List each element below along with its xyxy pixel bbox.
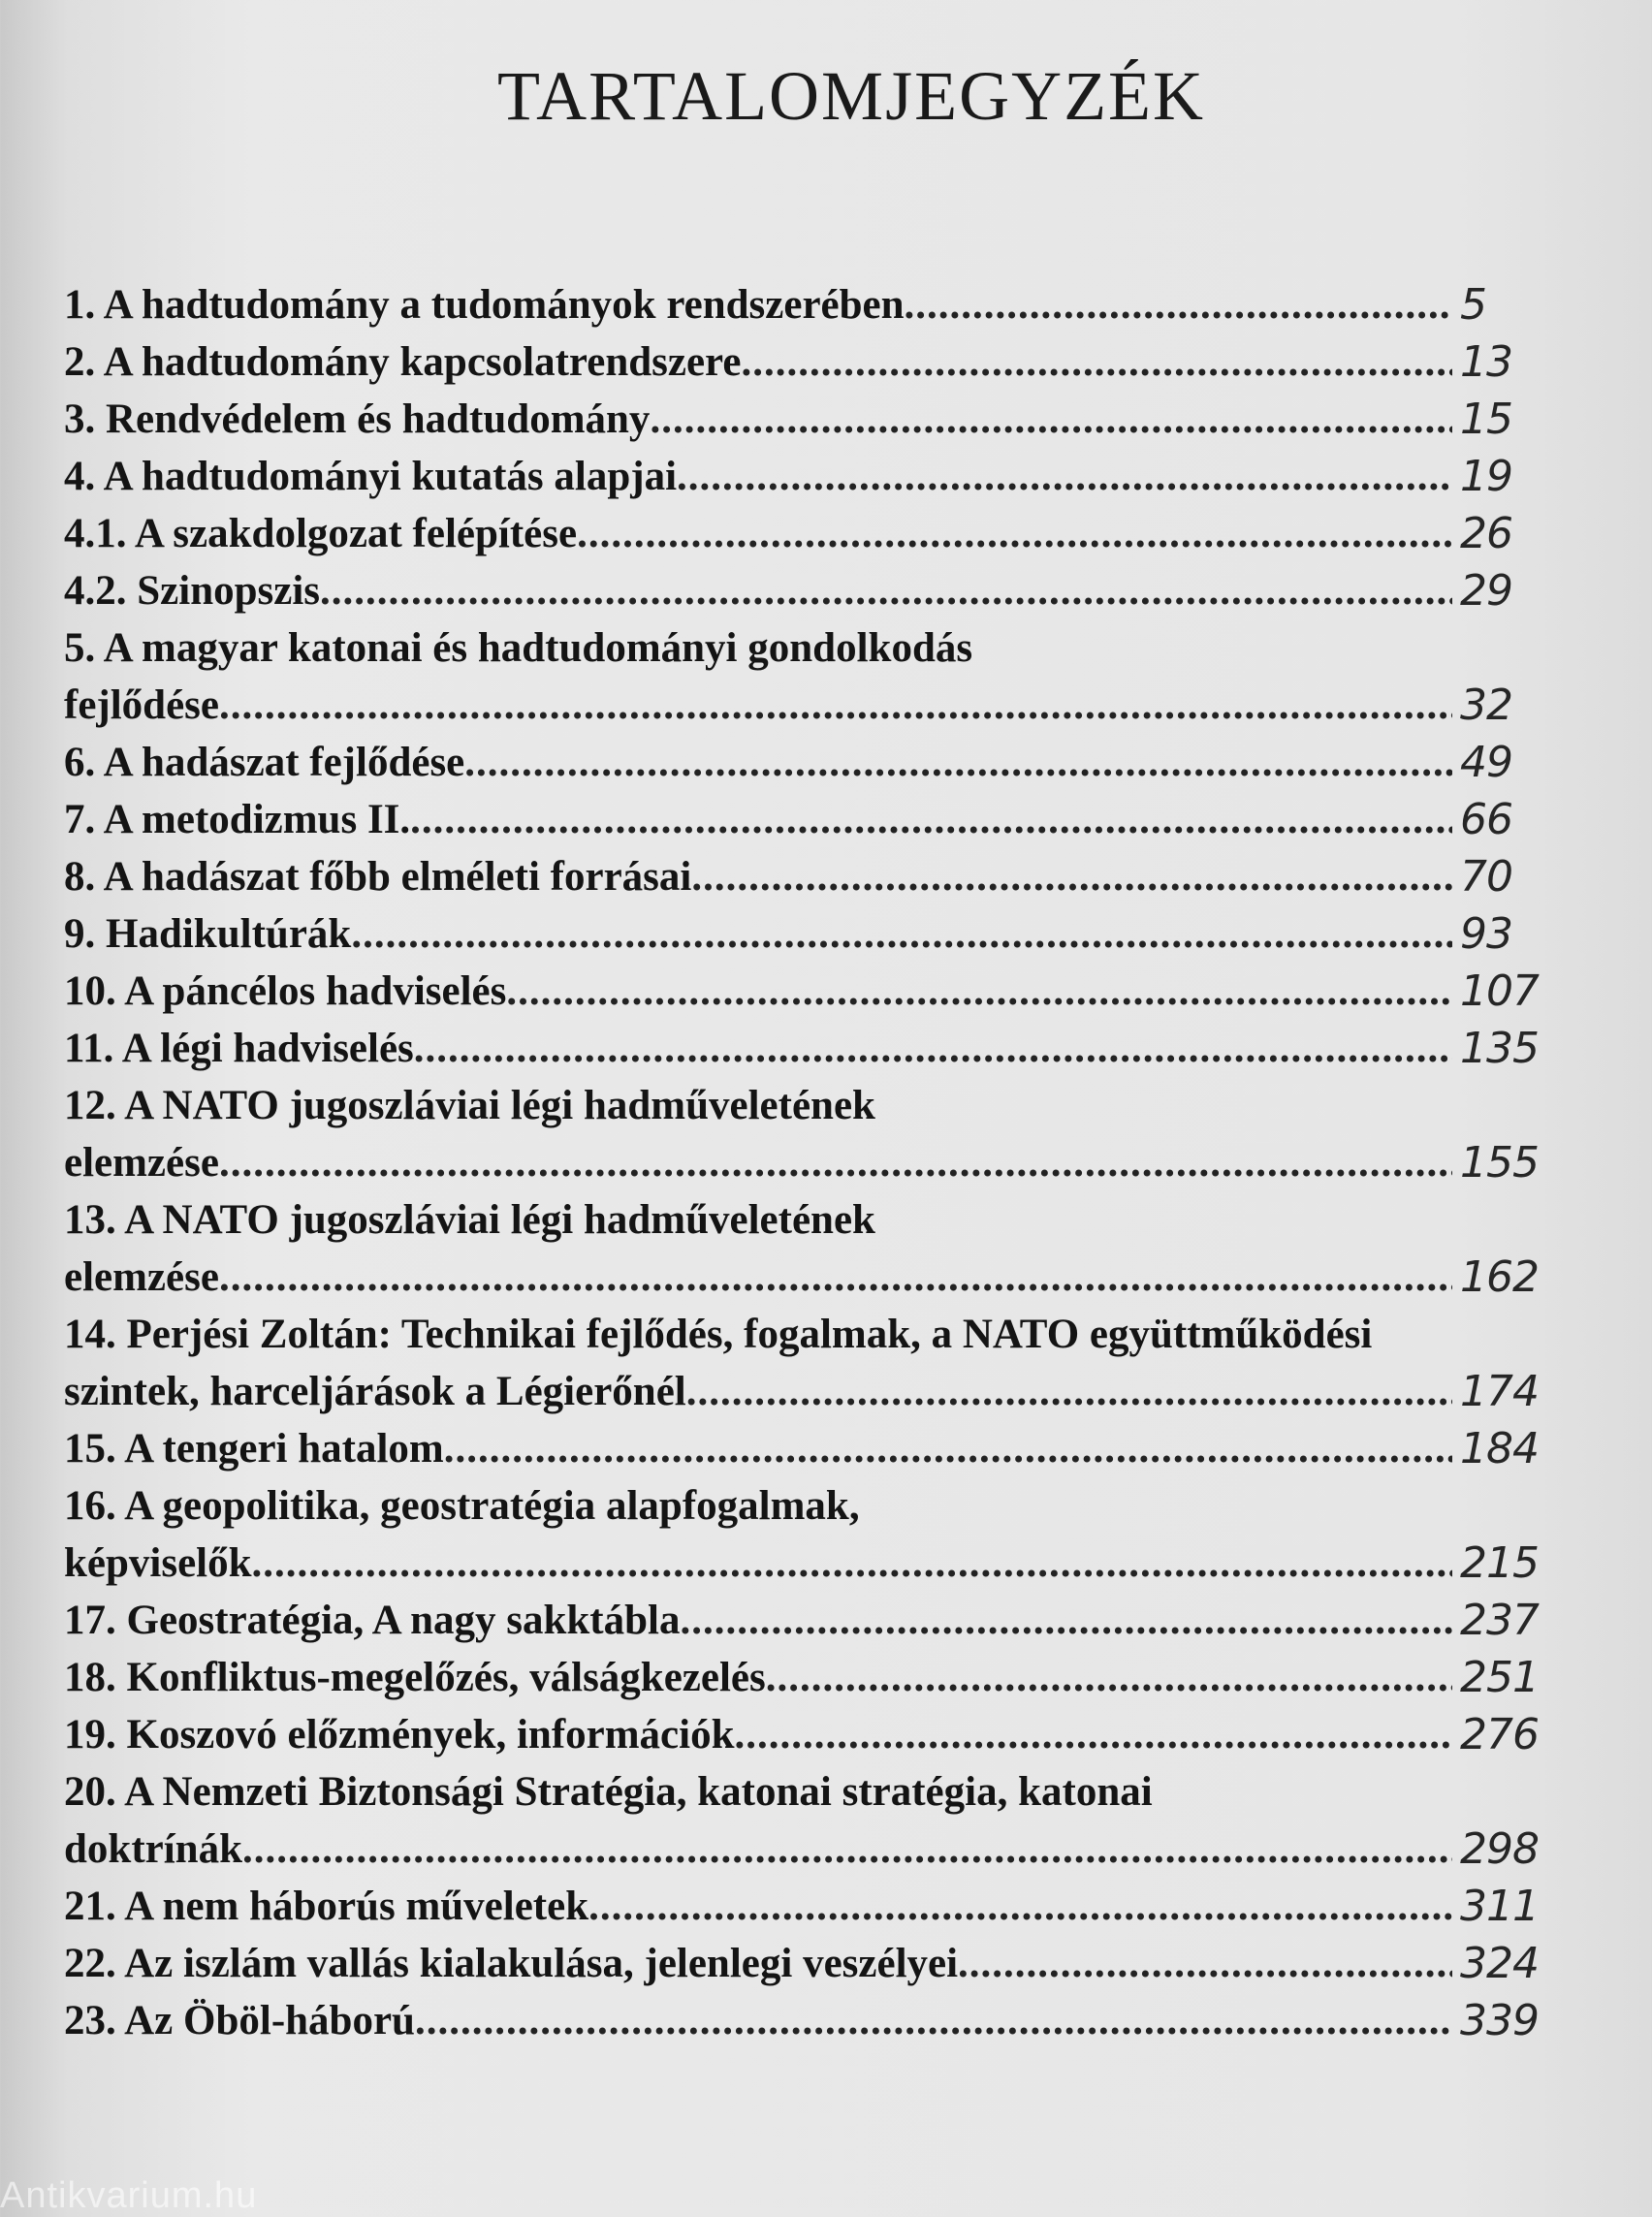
toc-entry-label-continued: elemzése [64,1140,219,1186]
toc-entry [64,905,1596,963]
toc-entry [64,1420,1596,1477]
toc-entry-label: 21. A nem háborús műveletek [64,1884,589,1929]
toc-entry [64,677,1596,734]
toc-entry-label-continued: doktrínák [64,1826,243,1872]
dot-leader [219,1134,1452,1191]
dot-leader [320,562,1452,619]
toc-page-number: 29 [1460,566,1512,616]
toc-entry-label: 22. Az iszlám vallás kialakulása, jelenlegi veszélyei [64,1941,959,1986]
toc-page-number: 66 [1460,795,1512,844]
toc-entry-label: 19. Koszovó előzmények, információk [64,1712,735,1758]
toc-entry-label: 10. A páncélos hadviselés [64,968,507,1014]
dot-leader [650,391,1452,448]
toc-page-number: 174 [1460,1367,1539,1416]
dot-leader [506,963,1452,1020]
toc-entry-label: 1. A hadtudomány a tudományok rendszerében [64,282,905,328]
toc-page-number: 107 [1460,966,1539,1016]
toc-page-number: 215 [1460,1538,1539,1588]
toc-page-number: 184 [1460,1424,1539,1473]
dot-leader [677,448,1452,505]
toc-page-number: 49 [1460,738,1512,787]
dot-leader [410,791,1452,848]
dot-leader [741,333,1452,391]
dot-leader [252,1535,1452,1592]
toc-page-number: 15 [1460,395,1512,444]
toc-page-number: 276 [1460,1710,1539,1759]
page-title: TARTALOMJEGYZÉK [496,57,1206,135]
toc-page-number: 155 [1460,1138,1539,1188]
dot-leader [444,1420,1452,1477]
toc-page-number: 162 [1460,1252,1539,1302]
dot-leader [219,1249,1452,1306]
dot-leader [464,734,1452,791]
toc-entry-label: 14. Perjési Zoltán: Technikai fejlődés, fogalmak, a NATO együttműködési [64,1312,1373,1357]
toc-entry [64,448,1596,505]
dot-leader [414,1020,1452,1077]
toc-entry [64,505,1596,562]
toc-page-number: 13 [1460,337,1512,387]
toc-page-number: 19 [1460,452,1512,501]
toc-entry-label-continued: szintek, harceljárások a Légierőnél [64,1369,686,1414]
dot-leader [905,276,1452,333]
dot-leader [351,905,1452,963]
toc-entry [64,333,1596,391]
toc-entry-label: 4. A hadtudományi kutatás alapjai [64,454,678,499]
dot-leader [686,1363,1452,1420]
toc-entry-label: 8. A hadászat főbb elméleti forrásai [64,854,692,900]
toc-entry-label: 23. Az Öböl-háború [64,1998,415,2043]
toc-entry [64,1020,1596,1077]
toc-page-number: 298 [1460,1824,1539,1874]
dot-leader [219,677,1452,734]
dot-leader [242,1821,1452,1878]
toc-entry-label: 4.1. A szakdolgozat felépítése [64,511,578,556]
toc-entry-label-continued: képviselők [64,1540,252,1586]
toc-entry [64,1134,1596,1191]
toc-entry-label: 9. Hadikultúrák [64,911,352,957]
toc-entry [64,562,1596,619]
toc-entry [64,848,1596,905]
toc-page-number: 93 [1460,909,1512,959]
dot-leader [735,1706,1453,1763]
toc-entry [64,1535,1596,1592]
toc-entry-label: 6. A hadászat fejlődése [64,740,465,785]
toc-page-number: 32 [1460,681,1512,730]
dot-leader [681,1592,1453,1649]
toc-entry [64,1249,1596,1306]
toc-page-number: 26 [1460,509,1512,558]
toc-entry-label: 20. A Nemzeti Biztonsági Stratégia, katonai stratégia, katonai [64,1769,1153,1815]
toc-entry [64,1878,1596,1935]
toc-entry-label: 18. Konfliktus-megelőzés, válságkezelés [64,1655,766,1700]
toc-entry-label: 12. A NATO jugoszláviai légi hadműveletének [64,1083,875,1128]
toc-page-number: 251 [1460,1653,1539,1702]
table-of-contents [64,276,1596,2049]
toc-entry [64,391,1596,448]
dot-leader [766,1649,1452,1706]
toc-entry-label: 11. A légi hadviselés [64,1026,414,1071]
dot-leader [691,848,1452,905]
toc-entry [64,791,1596,848]
dot-leader [415,1992,1452,2049]
toc-entry-label: 16. A geopolitika, geostratégia alapfogalmak, [64,1483,860,1529]
toc-entry-label: 2. A hadtudomány kapcsolatrendszere [64,339,742,385]
toc-entry [64,1363,1596,1420]
watermark: Antikvarium.hu [0,2175,258,2216]
toc-page-number: 70 [1460,852,1512,902]
toc-page-number: 135 [1460,1024,1539,1073]
toc-entry [64,276,1596,333]
dot-leader [577,505,1452,562]
toc-entry [64,734,1596,791]
toc-entry [64,963,1596,1020]
toc-entry-label: 3. Rendvédelem és hadtudomány [64,396,651,442]
toc-entry-label-continued: fejlődése [64,682,219,728]
toc-entry [64,1706,1596,1763]
toc-entry [64,1821,1596,1878]
toc-page-number: 5 [1460,280,1486,330]
toc-entry-label-continued: elemzése [64,1254,219,1300]
toc-page-number: 311 [1460,1882,1539,1931]
toc-entry-label: 5. A magyar katonai és hadtudományi gondolkodás [64,625,973,671]
toc-entry [64,1649,1596,1706]
toc-entry [64,1935,1596,1992]
toc-entry-label: 7. A metodizmus II. [64,797,411,842]
toc-entry-label: 4.2. Szinopszis [64,568,321,614]
toc-page-number: 324 [1460,1939,1539,1988]
toc-entry [64,1992,1596,2049]
toc-page-number: 339 [1460,1996,1539,2045]
toc-entry-label: 13. A NATO jugoszláviai légi hadműveletének [64,1197,875,1243]
dot-leader [588,1878,1452,1935]
toc-page-number: 237 [1460,1596,1539,1645]
dot-leader [958,1935,1452,1992]
toc-entry-label: 17. Geostratégia, A nagy sakktábla [64,1598,681,1643]
toc-entry-label: 15. A tengeri hatalom [64,1426,444,1472]
toc-entry [64,1592,1596,1649]
